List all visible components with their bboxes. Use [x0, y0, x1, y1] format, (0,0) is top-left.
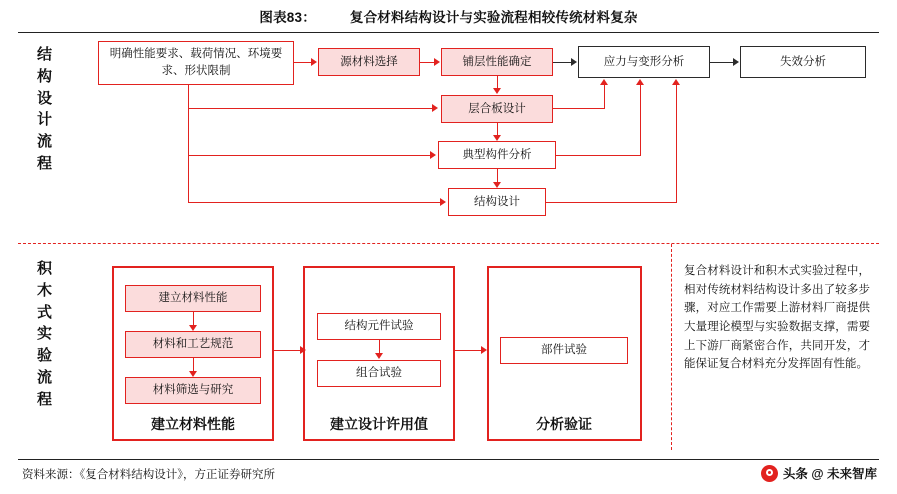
- arrow-typical-to-structure: [493, 182, 501, 188]
- connector-structure-stress-vertical: [676, 85, 677, 202]
- watermark-text: 头条 @ 未来智库: [782, 467, 877, 481]
- figure-title: [0, 6, 897, 26]
- connector-laminate-stress-horizontal: [553, 108, 605, 109]
- arrow-panel1-to-panel2: [300, 346, 306, 354]
- source-text: 资料来源：《复合材料结构设计》，方正证券研究所: [22, 469, 275, 481]
- arrow-left-to-laminate: [432, 104, 438, 112]
- box-typical-component[interactable]: 典型构件分析: [438, 141, 556, 169]
- box-requirements[interactable]: 明确性能要求、载荷情况、环境要求、形状限制: [98, 41, 294, 85]
- box-structure-design[interactable]: 结构设计: [448, 188, 546, 216]
- connector-g2-step1-step2: [379, 340, 380, 354]
- figure-title-text: 复合材料结构设计与实验流程相较传统材料复杂: [349, 10, 638, 25]
- section-label-building: 积 木 式 实 验 流 程: [36, 260, 53, 408]
- figure-number: 图表83：: [259, 10, 316, 25]
- caption-analysis-verification: 分析验证: [492, 409, 636, 439]
- arrow-left-to-typical: [430, 151, 436, 159]
- connector-ply-to-stress: [553, 62, 572, 63]
- connector-left-to-structure: [188, 202, 441, 203]
- connector-g1-step1-step2: [193, 312, 194, 325]
- note-area-dashed-divider: [671, 244, 672, 450]
- explanatory-note: 复合材料设计和积木式实验过程中，相对传统材料结构设计多出了较多步骤，对应工作需要上游材料厂商提供大量理论模型与实验数据支撑，需要上下游厂商紧密合作，共同开发，才能保证复合材料充分发挥固有性能。: [684, 265, 870, 371]
- arrow-stress-to-failure: [733, 58, 739, 66]
- middle-dashed-divider: [18, 243, 879, 244]
- arrow-g2-step1-step2: [375, 353, 383, 359]
- caption-material-performance: 建立材料性能: [122, 409, 264, 439]
- box-structural-element-test[interactable]: 结构元件试验: [317, 313, 441, 340]
- box-stress-deformation[interactable]: 应力与变形分析: [578, 46, 710, 78]
- connector-matsel-to-ply: [420, 62, 435, 63]
- section-label-structure: 结 构 设 计 流 程: [36, 46, 53, 172]
- top-divider: [18, 32, 879, 33]
- arrow-laminate-to-stress: [600, 79, 608, 85]
- connector-stress-to-failure: [710, 62, 734, 63]
- arrow-ply-to-stress: [571, 58, 577, 66]
- connector-ply-to-laminate: [497, 76, 498, 88]
- connector-typical-stress-horizontal: [556, 155, 641, 156]
- arrow-panel2-to-panel3: [481, 346, 487, 354]
- connector-req-to-matsel: [294, 62, 312, 63]
- arrow-req-to-matsel: [311, 58, 317, 66]
- box-component-test[interactable]: 部件试验: [500, 337, 628, 364]
- arrow-left-to-structure: [440, 198, 446, 206]
- box-laminate-design[interactable]: 层合板设计: [441, 95, 553, 123]
- connector-typical-to-structure: [497, 169, 498, 182]
- bottom-divider: [18, 459, 879, 460]
- box-combination-test[interactable]: 组合试验: [317, 360, 441, 387]
- watermark: [761, 464, 877, 482]
- connector-left-to-typical: [188, 155, 431, 156]
- connector-structure-stress-horizontal: [546, 202, 677, 203]
- arrow-ply-to-laminate: [493, 88, 501, 94]
- connector-g1-step2-step3: [193, 358, 194, 371]
- box-ply-property[interactable]: 铺层性能确定: [441, 48, 553, 76]
- arrow-typical-to-stress: [636, 79, 644, 85]
- connector-left-feedback-vertical: [188, 85, 189, 202]
- arrow-g1-step2-step3: [189, 371, 197, 377]
- box-failure-analysis[interactable]: 失效分析: [740, 46, 866, 78]
- connector-laminate-to-typical: [497, 123, 498, 135]
- connector-left-to-laminate: [188, 108, 433, 109]
- connector-laminate-stress-vertical: [604, 85, 605, 109]
- box-material-screening-research[interactable]: 材料筛选与研究: [125, 377, 261, 404]
- watermark-logo-icon: [761, 465, 778, 482]
- arrow-laminate-to-typical: [493, 135, 501, 141]
- box-material-process-spec[interactable]: 材料和工艺规范: [125, 331, 261, 358]
- caption-design-allowables: 建立设计许用值: [307, 409, 451, 439]
- arrow-matsel-to-ply: [434, 58, 440, 66]
- connector-typical-stress-vertical: [640, 85, 641, 155]
- arrow-g1-step1-step2: [189, 325, 197, 331]
- arrow-structure-to-stress: [672, 79, 680, 85]
- box-material-selection[interactable]: 源材料选择: [318, 48, 420, 76]
- box-establish-material-performance[interactable]: 建立材料性能: [125, 285, 261, 312]
